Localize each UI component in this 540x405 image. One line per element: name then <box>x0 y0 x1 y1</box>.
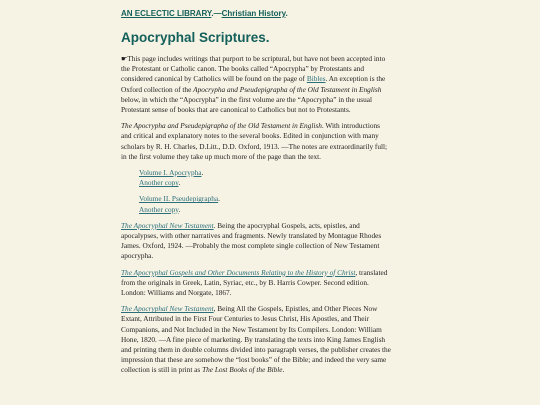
article-body <box>121 54 391 376</box>
page-title: Apocryphal Scriptures. <box>121 30 270 45</box>
apocryphal-gospels-link[interactable]: The Apocryphal Gospels and Other Documents Relating to the History of Christ <box>121 267 356 277</box>
page-content <box>121 0 540 376</box>
entry-description: , translated from the originals in Greek, Latin, Syriac, etc., by B. Harris Cowper. Second edition. London: Williams and Norgate, 1867. <box>121 267 388 298</box>
breadcrumb <box>121 9 540 19</box>
breadcrumb-separator: .— <box>211 9 222 18</box>
intro-text: This page includes writings that purport to be scriptural, but have not been accepted into the Protestant or Catholic canon. The books called “Apocrypha” by Protestants and considered canonical by Catholics will be found on the page of <box>121 54 386 84</box>
entry-description: , Being All the Gospels, Epistles, and Other Pieces Now Extant, Attributed in the First Four Centuries to Jesus Christ, His Apostles, and Their Companions, and Not Included in the New Testament by Its Compilers. London: William Hone, 1820. —A fine piece of marketing. By translating the texts into King James English and printing them in double columns divided into paragraph verses, the publisher creates the impression that these are somehow the “lost books” of the Bible; and indeed the very same collection is still in print as <box>121 304 391 375</box>
apocryphal-new-testament-hone-link[interactable]: The Apocryphal New Testament <box>121 304 214 314</box>
entry-title: The Apocrypha and Pseudepigrapha of the Old Testament in English <box>121 121 322 131</box>
intro-italic-title: Apocrypha and Pseudepigrapha of the Old Testament in English <box>193 84 382 94</box>
period: . <box>201 168 204 178</box>
pointing-hand-icon: ☛ <box>121 55 128 63</box>
entry-apocryphal-new-testament-james <box>121 221 391 262</box>
entry-old-testament-apocrypha <box>121 121 391 162</box>
entry-description: . Being the apocryphal Gospels, acts, epistles, and apocalypses, with other narratives and fragments. Newly translated by Montague Rhodes James. Oxford, 1924. —Probably the most complete single collection of New Testament apocrypha. <box>121 220 382 261</box>
intro-text-3: below, in which the “Apocrypha” in the first volume are the “Apocrypha” in the usual Protestant sense of books that are canonical to Catholics but not to Protestants. <box>121 94 372 115</box>
apocryphal-new-testament-link[interactable]: The Apocryphal New Testament <box>121 220 214 230</box>
intro-text-2: . An exception is the Oxford collection of the <box>121 74 386 94</box>
intro-paragraph <box>121 54 391 115</box>
period: . <box>218 194 220 204</box>
breadcrumb-section-link[interactable]: Christian History <box>221 9 286 18</box>
entry-apocryphal-gospels-cowper <box>121 268 391 299</box>
entry-apocryphal-new-testament-hone <box>121 304 391 375</box>
breadcrumb-library-link[interactable]: AN ECLECTIC LIBRARY <box>121 9 212 18</box>
period: . <box>282 365 285 375</box>
entry-description: . With introductions and critical and explanatory notes to the several books. Edited in conjunction with many scholars by R. H. Charles, D.Litt., D.D. Oxford, 1913. —The notes are extraordinarily full; in the first volume they take up much more of the page than the text. <box>121 121 388 161</box>
bibles-link[interactable]: Bibles <box>306 74 326 84</box>
volume-2-another-copy-link[interactable]: Another copy <box>139 204 179 214</box>
volume-2-group <box>139 194 391 214</box>
volume-1-link[interactable]: Volume I. Apocrypha <box>139 168 202 178</box>
volume-2-link[interactable]: Volume II. Pseudepigrapha <box>139 194 219 204</box>
breadcrumb-end: . <box>285 9 288 18</box>
volume-1-another-copy-link[interactable]: Another copy <box>139 178 179 188</box>
lost-books-title: The Lost Books of the Bible <box>202 365 283 375</box>
period: . <box>178 204 181 214</box>
volume-1-group <box>139 168 391 188</box>
period: . <box>178 178 181 188</box>
